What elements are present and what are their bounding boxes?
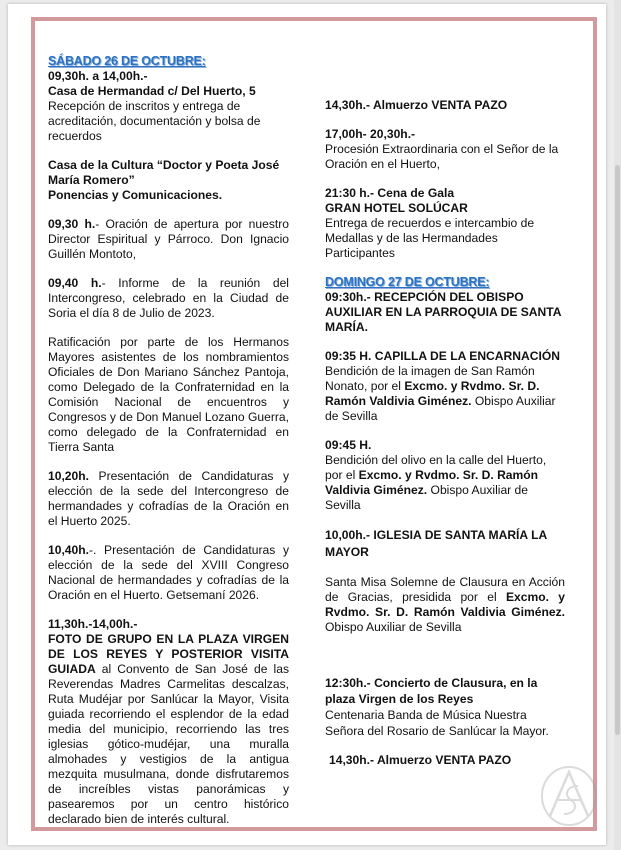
schedule-item: 10,20h. Presentación de Candidaturas y elección de la sede del Intercongreso de hermandades y cofradías de la Oración en el Huerto 2025. <box>48 469 289 528</box>
schedule-item: Santa Misa Solemne de Clausura en Acción de Gracias, presidida por el Excmo. y Rvdmo. Sr. D. Ramón Valdivia Giménez. Obispo Auxiliar de Sevilla <box>325 575 565 634</box>
schedule-item: 09,40 h.- Informe de la reunión del Intercongreso, celebrado en la Ciudad de Soria el día 8 de Julio de 2023. <box>48 276 289 320</box>
schedule-item: 11,30h.-14,00h.- FOTO DE GRUPO EN LA PLAZA VIRGEN DE LOS REYES Y POSTERIOR VISITA GUIADA al Convento de San José de las Reverendas Madres Carmelitas descalzas, Ruta Mudéjar por Sanlúcar la Mayor, Visita guiada recorriendo el esplendor de la edad media del municipio, recorriendo las tres iglesias gótico-mudéjar, una muralla almohades y vestigios de la antigua mezquita musulmana, donde disfrutaremos de increíbles vistas panorámicas y pasearemos por un centro histórico declarado bien de interés cultural. <box>48 617 289 826</box>
sunday-column <box>325 54 565 782</box>
schedule-item: 14,30h.- Almuerzo VENTA PAZO <box>325 98 508 112</box>
sunday-header: DOMINGO 27 DE OCTUBRE: <box>325 275 490 289</box>
schedule-item: 21:30 h.- Cena de Gala GRAN HOTEL SOLÚCAR Entrega de recuerdos e intercambio de Medallas y de las Hermandades Participantes <box>325 186 535 260</box>
schedule-item: 09:45 H. Bendición del olivo en la calle del Huerto, por el Excmo. y Rvdmo. Sr. D. Ramón Valdivia Giménez. Obispo Auxiliar de Sevilla <box>325 438 547 512</box>
schedule-item: 09:30h.- RECEPCIÓN DEL OBISPO AUXILIAR EN LA PARROQUIA DE SANTA MARÍA. <box>325 290 562 334</box>
saturday-column <box>48 54 289 841</box>
schedule-item: 10,00h.- IGLESIA DE SANTA MARÍA LA MAYOR <box>325 528 547 559</box>
monogram-watermark-icon <box>538 764 600 828</box>
scrollbar[interactable] <box>614 0 621 850</box>
schedule-item: Casa de la Cultura “Doctor y Poeta José María Romero” Ponencias y Comunicaciones. <box>48 158 280 202</box>
schedule-item: 09,30 h.- Oración de apertura por nuestro Director Espiritual y Párroco. Don Ignacio Guillén Montoto, <box>48 217 289 261</box>
schedule-item: 14,30h.- Almuerzo VENTA PAZO <box>329 753 512 767</box>
schedule-item: Ratificación por parte de los Hermanos Mayores asistentes de los nombramientos Oficiales de Don Mariano Sánchez Pantoja, como Delegado de la Confraternidad en la Comisión Nacional de encuentros y Congresos y de Don Manuel Lozano Guerra, como delegado de la Confraternidad en Tierra Santa <box>48 335 289 454</box>
schedule-item: 09,30h. a 14,00h.- Casa de Hermandad c/ Del Huerto, 5 Recepción de inscritos y entrega de acreditación, documentación y bolsa de recuerdos <box>48 69 261 143</box>
schedule-item: 10,40h.-. Presentación de Candidaturas y elección de la sede del XVIII Congreso Nacional de hermandades y cofradías de la Oración en el Huerto. Getsemaní 2026. <box>48 543 289 602</box>
scrollbar-thumb[interactable] <box>615 165 620 735</box>
schedule-item: 12:30h.- Concierto de Clausura, en la plaza Virgen de los Reyes Centenaria Banda de Música Nuestra Señora del Rosario de Sanlúcar la Mayor. <box>325 676 549 738</box>
schedule-item: 17,00h- 20,30h.- Procesión Extraordinaria con el Señor de la Oración en el Huerto, <box>325 127 559 171</box>
schedule-item: 09:35 H. CAPILLA DE LA ENCARNACIÓN Bendición de la imagen de San Ramón Nonato, por el Excmo. y Rvdmo. Sr. D. Ramón Valdivia Giménez. Obispo Auxiliar de Sevilla <box>325 349 560 423</box>
saturday-header: SÁBADO 26 DE OCTUBRE: <box>48 54 206 68</box>
